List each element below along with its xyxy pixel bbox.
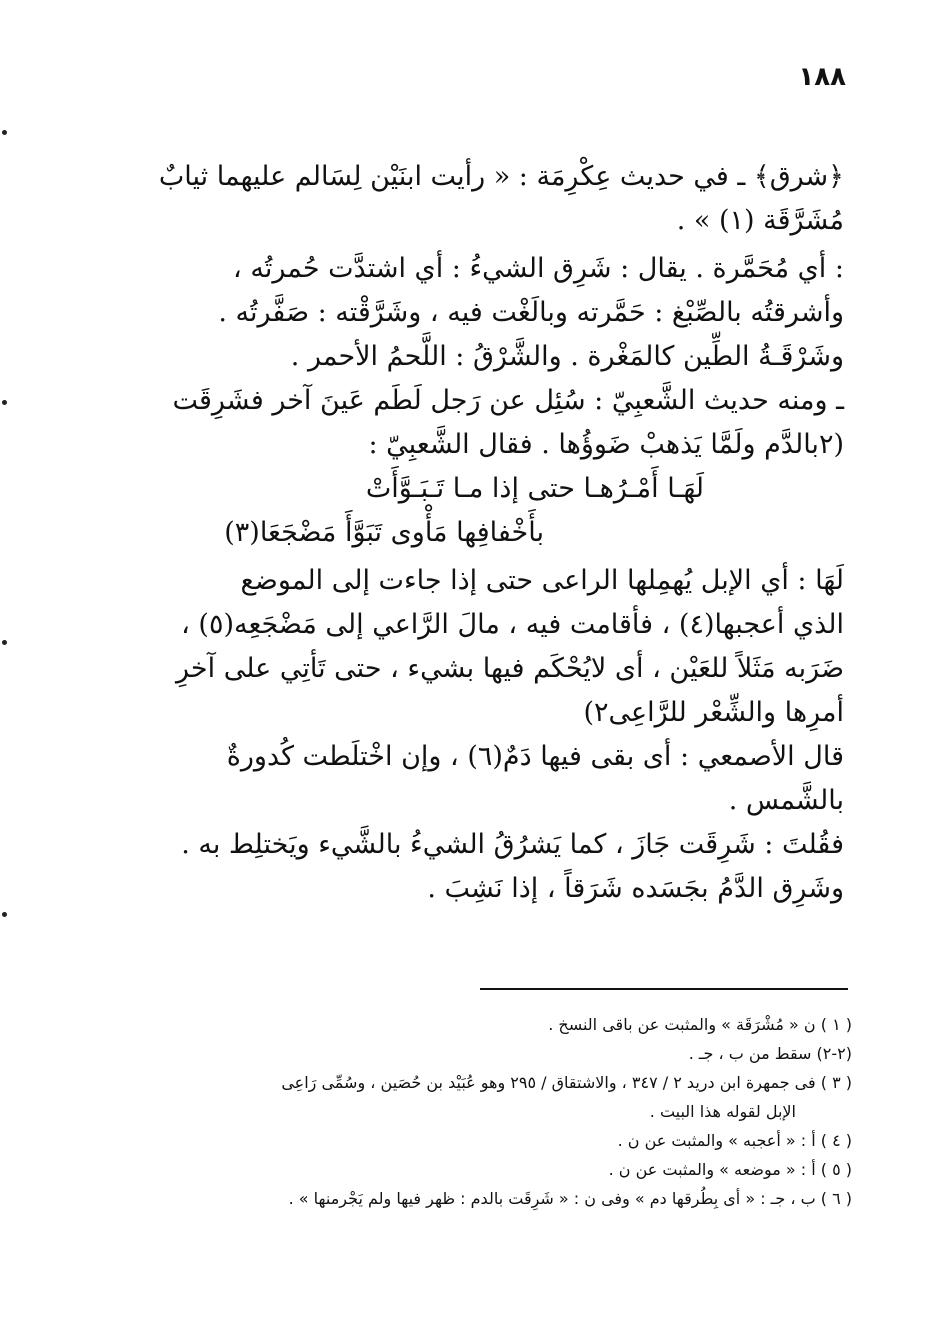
page-number: ١٨٨ [798,62,846,92]
verse-line: بأَخْفافِها مَأْوى تَبَوَّأَ مَضْجَعَا(٣) [224,517,544,548]
text-line: الذي أعجبها(٤) ، فأقامت فيه ، مالَ الرَّاعي إلى مَضْجَعِه(٥) ، [181,609,844,640]
footnote: (٢-٢) سقط من ب ، جـ . [688,1044,852,1063]
text-line: أمرِها والشِّعْر للرَّاعِى٢) [583,697,844,728]
text-line: : أي مُحَمَّرة . يقال : شَرِق الشيءُ : أي اشتدَّت حُمرتُه ، [233,253,844,284]
verse-line: لَهَـا أَمْـرُهـا حتى إذا مـا تَـبَـوَّأَتْ [365,473,704,504]
text-line: بالشَّمس . [728,785,844,816]
text-line: وأشرقتُه بالصِّبْغ : حَمَّرته وبالَغْت فيه ، وشَرَّقْته : صَفَّرتُه . [218,297,844,328]
scan-speck [2,912,7,917]
footnote: ( ١ ) ن « مُشْرَقَة » والمثبت عن باقى النسخ . [548,1015,852,1034]
footnote: ( ٦ ) ب ، جـ : « أى بِطُرقها دم » وفى ن : « شَرِقَت بالدم : ظهر فيها ولم يَجْرمنها » . [288,1189,852,1208]
text-line: قال الأصمعي : أى بقى فيها دَمٌ(٦) ، وإن اخْتلَطت كُدورةٌ [226,741,844,772]
footnote-separator [480,988,848,990]
footnote: ( ٥ ) أ : « موضعه » والمثبت عن ن . [608,1160,852,1179]
text-line: مُشَرَّقَة (١) » . [676,205,844,236]
text-line: ضَرَبه مَثَلاً للعَيْن ، أى لايُحْكَم فيها بشيء ، حتى تَأتِي على آخرِ [176,653,844,684]
footnote-continuation: الإبل لقوله هذا البيت . [649,1102,796,1121]
text-line: لَهَا : أي الإبل يُهمِلها الراعى حتى إذا جاءت إلى الموضع [240,565,844,596]
text-line: ـ ومنه حديث الشَّعبِيّ : سُئِل عن رَجل لَطَم عَينَ آخر فشَرِقَت [172,385,844,416]
footnote: ( ٣ ) فى جمهرة ابن دريد ٢ / ٣٤٧ ، والاشتقاق / ٢٩٥ وهو عُبَيْد بن حُصَين ، وسُمِّى رَاعِى [281,1073,852,1092]
text-line: وشَرْقَـةُ الطِّين كالمَغْرة . والشَّرْقُ : اللَّحمُ الأحمر . [290,341,844,372]
scan-speck [2,130,7,135]
footnotes [92,1010,852,1213]
text-line: فقُلتَ : شَرِقَت جَازَ ، كما يَشرُقُ الشيءُ بالشَّيء ويَختلِط به . [181,829,844,860]
scan-speck [2,640,7,645]
main-text [104,155,844,911]
scan-speck [2,400,7,405]
text-line: ﴿شرق﴾ ـ في حديث عِكْرِمَة : « رأيت ابنَيْن لِسَالم عليهما ثيابٌ [158,161,844,192]
text-line: وشَرِق الدَّمُ بجَسَده شَرَقاً ، إذا نَشِبَ . [427,873,844,904]
footnote: ( ٤ ) أ : « أعجبه » والمثبت عن ن . [617,1131,852,1150]
text-line: (٢بالدَّم ولَمَّا يَذهبْ ضَوؤُها . فقال الشَّعبِيّ : [368,429,844,460]
